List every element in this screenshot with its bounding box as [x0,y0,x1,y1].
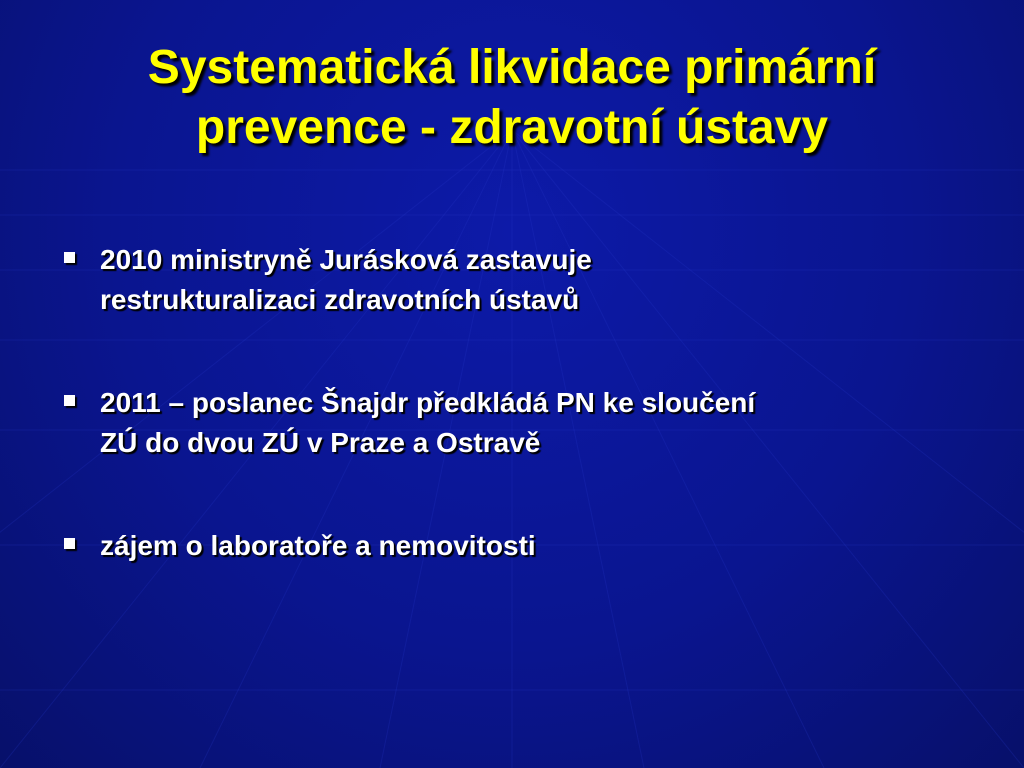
bullet-text-line1: 2011 – poslanec Šnajdr předkládá PN ke sloučení [100,387,756,418]
square-bullet-icon [64,252,75,263]
slide-title-line2: prevence - zdravotní ústavy [195,101,829,154]
bullet-list [62,240,962,629]
bullet-item [62,240,962,320]
bullet-text-line1: 2010 ministryně Jurásková zastavuje [100,244,592,275]
bullet-text-line2: restrukturalizaci zdravotních ústavů [100,284,580,315]
slide-title-line1: Systematická likvidace primární [147,41,877,94]
bullet-item [62,526,962,566]
bullet-text-line1: zájem o laboratoře a nemovitosti [100,530,536,561]
square-bullet-icon [64,395,75,406]
bullet-text-line2: ZÚ do dvou ZÚ v Praze a Ostravě [100,427,541,458]
slide-title [40,38,984,158]
bullet-item [62,383,962,463]
square-bullet-icon [64,538,75,549]
